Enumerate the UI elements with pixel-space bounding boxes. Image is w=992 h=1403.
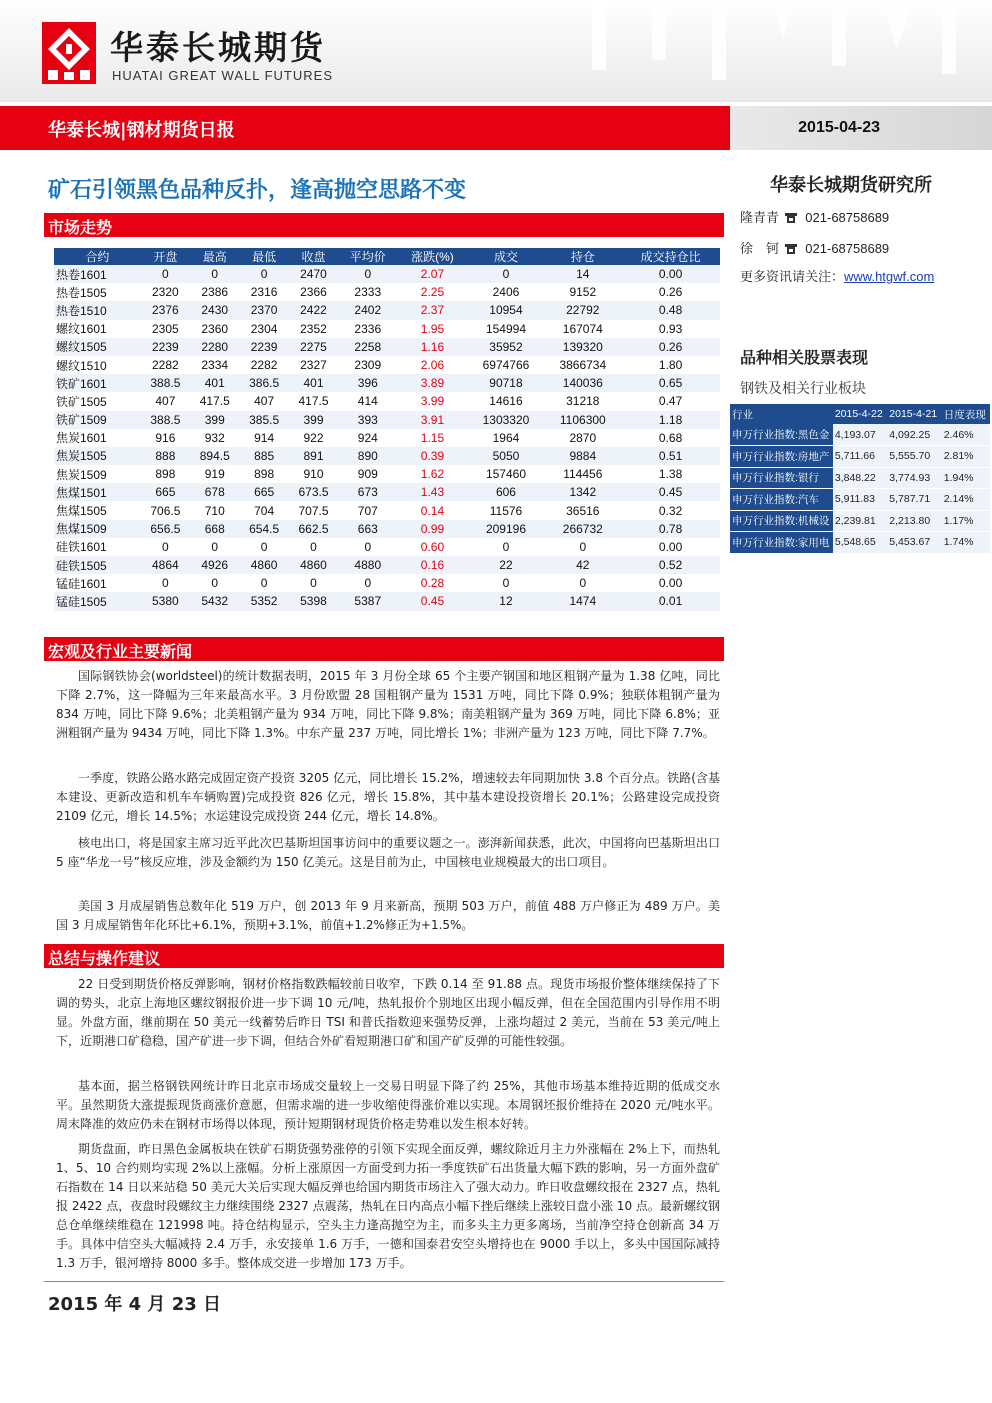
table-cell: 1.38 — [621, 465, 720, 483]
table-cell: 5,787.71 — [887, 489, 941, 511]
contact-name: 隆青青 — [740, 211, 780, 226]
table-cell: 673.5 — [289, 483, 338, 501]
stock-table-row — [730, 489, 990, 511]
column-header: 收盘 — [289, 248, 338, 265]
table-cell: 5398 — [289, 592, 338, 610]
table-cell: 焦炭1509 — [54, 465, 141, 483]
table-cell: 385.5 — [239, 411, 288, 429]
table-cell: 1964 — [468, 429, 545, 447]
market-table-row — [54, 374, 720, 392]
table-cell: 铁矿1601 — [54, 374, 141, 392]
table-cell: 1.15 — [397, 429, 467, 447]
market-table-row — [54, 592, 720, 610]
column-header: 持仓 — [544, 248, 621, 265]
table-cell: 4926 — [190, 556, 239, 574]
table-cell: 2.81% — [942, 446, 990, 468]
table-cell: 932 — [190, 429, 239, 447]
table-cell: 螺纹1601 — [54, 320, 141, 338]
table-cell: 0 — [190, 538, 239, 556]
table-cell: 0.99 — [397, 520, 467, 538]
table-cell: 12 — [468, 592, 545, 610]
market-table-row — [54, 320, 720, 338]
table-cell: 5380 — [141, 592, 190, 610]
table-cell: 硅铁1505 — [54, 556, 141, 574]
table-cell: 36516 — [544, 501, 621, 519]
table-cell: 2239 — [239, 338, 288, 356]
summary-paragraph: 期货盘面，昨日黑色金属板块在铁矿石期货强势涨停的引领下实现全面反弹，螺纹除近月主力外涨幅在 2%上下，而热轧 1、5、10 合约则均实现 2%以上涨幅。分析上涨原因一方面受到力拓一季度铁矿石出货量大幅下跌的影响，另一方面外盘矿石指数在 14 日以来站稳 50 美元大关后实现大幅反弹也给国内期货市场注入了强大动力。昨日收盘螺纹报在 2327 点，热轧报 2422 点，夜盘时段螺纹主力继续围绕 2327 点震荡，热轧在日内高点小幅下挫后继续上涨较日盘小涨 10 点。最新螺纹钢总仓单继续维稳在 121998 吨。持仓结构显示，空头主力逢高抛空为主，而多头主力更多离场，当前净空持仓创新高 34 万手。具体中信空头大幅减持 2.4 万手，永安接单 1.6 万手，一德和国泰君安空头增持也在 9000 手以上，多头中国国际减持 1.3 万手，银河增持 8000 多手。整体成交进一步增加 173 万手。 — [56, 1142, 720, 1270]
column-header: 开盘 — [141, 248, 190, 265]
table-cell: 388.5 — [141, 374, 190, 392]
contact-phone: 021-68758689 — [805, 210, 890, 225]
table-cell: 热卷1505 — [54, 283, 141, 301]
table-cell: 0.01 — [621, 592, 720, 610]
stock-section-title: 品种相关股票表现 — [740, 348, 869, 367]
table-cell: 0 — [141, 574, 190, 592]
table-cell: 2275 — [289, 338, 338, 356]
table-cell: 0.45 — [621, 483, 720, 501]
table-cell: 1.80 — [621, 356, 720, 374]
table-cell: 0.32 — [621, 501, 720, 519]
column-header: 2015-4-22 — [833, 404, 887, 424]
market-table-row — [54, 265, 720, 283]
column-header: 合约 — [54, 248, 141, 265]
table-cell: 申万行业指数:黑色金 — [730, 424, 833, 446]
table-cell: 662.5 — [289, 520, 338, 538]
market-table-row — [54, 465, 720, 483]
table-cell: 锰硅1505 — [54, 592, 141, 610]
stock-table — [730, 404, 990, 554]
market-table-row — [54, 501, 720, 519]
table-cell: 申万行业指数:房地产 — [730, 446, 833, 468]
table-cell: 铁矿1505 — [54, 392, 141, 410]
table-cell: 0 — [239, 574, 288, 592]
stock-table-row — [730, 424, 990, 446]
more-info-label: 更多资讯请关注： — [740, 270, 845, 285]
table-cell: 焦煤1501 — [54, 483, 141, 501]
table-cell: 5,453.67 — [887, 532, 941, 554]
market-table-row — [54, 429, 720, 447]
column-header: 最高 — [190, 248, 239, 265]
table-cell: 114456 — [544, 465, 621, 483]
table-cell: 10954 — [468, 301, 545, 319]
table-cell: 铁矿1509 — [54, 411, 141, 429]
table-cell: 22 — [468, 556, 545, 574]
table-cell: 3.91 — [397, 411, 467, 429]
market-table-row — [54, 411, 720, 429]
table-cell: 3,848.22 — [833, 467, 887, 489]
table-cell: 0.93 — [621, 320, 720, 338]
report-title-bar — [0, 106, 992, 150]
table-cell: 2406 — [468, 283, 545, 301]
stock-table-row — [730, 532, 990, 554]
table-cell: 0 — [239, 265, 288, 283]
table-cell: 0.26 — [621, 283, 720, 301]
table-cell: 2305 — [141, 320, 190, 338]
stock-table-row — [730, 446, 990, 468]
report-title: 华泰长城|钢材期货日报 — [48, 120, 235, 141]
table-cell: 2327 — [289, 356, 338, 374]
market-table-row — [54, 356, 720, 374]
table-cell: 5050 — [468, 447, 545, 465]
section-title: 宏观及行业主要新闻 — [48, 642, 193, 661]
market-table-row — [54, 283, 720, 301]
phone-icon — [785, 212, 797, 223]
table-cell: 914 — [239, 429, 288, 447]
stock-table-body — [730, 424, 990, 553]
table-cell: 663 — [338, 520, 397, 538]
table-cell: 3,774.93 — [887, 467, 941, 489]
table-cell: 1.17% — [942, 510, 990, 532]
table-cell: 11576 — [468, 501, 545, 519]
table-cell: 2.37 — [397, 301, 467, 319]
table-cell: 0.68 — [621, 429, 720, 447]
table-cell: 401 — [190, 374, 239, 392]
table-cell: 919 — [190, 465, 239, 483]
stock-table-header — [730, 404, 990, 424]
table-cell: 209196 — [468, 520, 545, 538]
section-market — [44, 213, 724, 237]
footer-date: 2015 年 4 月 23 日 — [48, 1294, 222, 1315]
table-cell: 0.47 — [621, 392, 720, 410]
table-cell: 0 — [190, 265, 239, 283]
table-cell: 894.5 — [190, 447, 239, 465]
table-cell: 焦煤1505 — [54, 501, 141, 519]
table-cell: 704 — [239, 501, 288, 519]
table-cell: 14616 — [468, 392, 545, 410]
table-cell: 1474 — [544, 592, 621, 610]
summary-paragraph: 22 日受到期货价格反弹影响，钢材价格指数跌幅较前日收窄，下跌 0.14 至 91.88 点。现货市场报价整体继续保持了下调的势头，北京上海地区螺纹钢报价进一步下调 10 元/吨，热轧报价个别地区出现小幅反弹，但在全国范围内引导作用不明显。外盘方面，继前期在 50 美元一线蓄势后昨日 TSI 和普氏指数迎来强势反弹，上涨均超过 2 美元，当前在 53 美元/吨上下，近期港口矿稳稳，国产矿进一步下调，但结合外矿看短期港口矿和国产矿反弹的可能性较强。 — [56, 977, 720, 1048]
table-cell: 0 — [289, 574, 338, 592]
table-cell: 35952 — [468, 338, 545, 356]
table-cell: 266732 — [544, 520, 621, 538]
table-cell: 2304 — [239, 320, 288, 338]
table-cell: 678 — [190, 483, 239, 501]
table-cell: 898 — [141, 465, 190, 483]
table-cell: 2320 — [141, 283, 190, 301]
table-cell: 396 — [338, 374, 397, 392]
table-cell: 22792 — [544, 301, 621, 319]
table-cell: 42 — [544, 556, 621, 574]
table-cell: 2.46% — [942, 424, 990, 446]
table-cell: 407 — [141, 392, 190, 410]
summary-paragraph: 基本面，据兰格钢铁网统计昨日北京市场成交量较上一交易日明显下降了约 25%，其他市场基本维持近期的低成交水平。虽然期货大涨提振现货商涨价意愿，但需求端的进一步收缩使得涨价难以实现。本周钢坯报价维持在 2020 元/吨水平。周末降准的效应仍未在钢材市场得以体现，预计短期钢材现货价格走势难以发生根本好转。 — [56, 1079, 720, 1131]
table-cell: 910 — [289, 465, 338, 483]
table-cell: 890 — [338, 447, 397, 465]
table-cell: 1342 — [544, 483, 621, 501]
table-cell: 4880 — [338, 556, 397, 574]
market-table-row — [54, 338, 720, 356]
contact-2 — [740, 238, 889, 257]
table-cell: 924 — [338, 429, 397, 447]
table-cell: 916 — [141, 429, 190, 447]
column-header: 2015-4-21 — [887, 404, 941, 424]
section-title: 市场走势 — [48, 218, 113, 237]
brand-name-en: HUATAI GREAT WALL FUTURES — [112, 68, 333, 83]
table-cell: 热卷1601 — [54, 265, 141, 283]
table-cell: 2,213.80 — [887, 510, 941, 532]
table-cell: 1303320 — [468, 411, 545, 429]
table-cell: 2360 — [190, 320, 239, 338]
header-decoration — [532, 0, 992, 102]
table-cell: 399 — [190, 411, 239, 429]
table-cell: 焦煤1509 — [54, 520, 141, 538]
table-cell: 399 — [289, 411, 338, 429]
table-cell: 2282 — [239, 356, 288, 374]
table-cell: 707 — [338, 501, 397, 519]
table-cell: 4,193.07 — [833, 424, 887, 446]
table-cell: 0 — [190, 574, 239, 592]
table-cell: 2470 — [289, 265, 338, 283]
table-cell: 5352 — [239, 592, 288, 610]
column-header: 成交 — [468, 248, 545, 265]
table-cell: 4,092.25 — [887, 424, 941, 446]
table-cell: 5,548.65 — [833, 532, 887, 554]
market-table-row — [54, 556, 720, 574]
contact-name: 徐 钶 — [740, 242, 780, 257]
table-cell: 1.16 — [397, 338, 467, 356]
table-cell: 0.52 — [621, 556, 720, 574]
table-cell: 0.45 — [397, 592, 467, 610]
table-cell: 668 — [190, 520, 239, 538]
table-cell: 2386 — [190, 283, 239, 301]
news-paragraph: 国际钢铁协会(worldsteel)的统计数据表明，2015 年 3 月份全球 65 个主要产钢国和地区粗钢产量为 1.38 亿吨，同比下降 2.7%，这一降幅为三年来最高水平。3 月份欧盟 28 国粗钢产量为 1531 万吨，同比下降 0.9%；独联体粗钢产量为 834 万吨，同比下降 9.6%；北美粗钢产量为 934 万吨，同比下降 9.8%；南美粗钢产量为 369 万吨，同比下降 6.8%；亚洲粗钢产量为 9434 万吨，同比下降 1.3%。中东产量 237 万吨，同比增长 1%；非洲产量为 123 万吨，同比下降 7.7%。 — [56, 669, 720, 740]
page-header — [0, 0, 992, 102]
table-cell: 0 — [468, 574, 545, 592]
table-cell: 0 — [289, 538, 338, 556]
table-cell: 0 — [141, 538, 190, 556]
table-cell: 2870 — [544, 429, 621, 447]
phone-icon — [785, 243, 797, 254]
institute-name: 华泰长城期货研究所 — [770, 175, 932, 196]
table-cell: 9884 — [544, 447, 621, 465]
section-summary — [44, 944, 724, 968]
table-cell: 898 — [239, 465, 288, 483]
table-cell: 0.14 — [397, 501, 467, 519]
table-cell: 656.5 — [141, 520, 190, 538]
table-cell: 31218 — [544, 392, 621, 410]
table-cell: 157460 — [468, 465, 545, 483]
table-cell: 焦炭1505 — [54, 447, 141, 465]
column-header: 平均价 — [338, 248, 397, 265]
table-cell: 2336 — [338, 320, 397, 338]
table-cell: 139320 — [544, 338, 621, 356]
table-cell: 1.74% — [942, 532, 990, 554]
table-cell: 654.5 — [239, 520, 288, 538]
table-cell: 0 — [338, 265, 397, 283]
table-cell: 申万行业指数:汽车 — [730, 489, 833, 511]
market-table-row — [54, 520, 720, 538]
table-cell: 2422 — [289, 301, 338, 319]
table-cell: 888 — [141, 447, 190, 465]
table-cell: 673 — [338, 483, 397, 501]
table-cell: 0.00 — [621, 265, 720, 283]
table-cell: 707.5 — [289, 501, 338, 519]
report-date: 2015-04-23 — [798, 119, 880, 136]
section-news — [44, 637, 724, 661]
table-cell: 2,239.81 — [833, 510, 887, 532]
table-cell: 锰硅1601 — [54, 574, 141, 592]
table-cell: 2280 — [190, 338, 239, 356]
column-header: 最低 — [239, 248, 288, 265]
table-cell: 热卷1510 — [54, 301, 141, 319]
table-cell: 硅铁1601 — [54, 538, 141, 556]
table-cell: 0.65 — [621, 374, 720, 392]
table-cell: 0 — [338, 538, 397, 556]
stock-table-row — [730, 510, 990, 532]
table-cell: 0.51 — [621, 447, 720, 465]
table-cell: 0.39 — [397, 447, 467, 465]
table-cell: 申万行业指数:家用电 — [730, 532, 833, 554]
huatai-logo-icon — [42, 22, 96, 84]
table-cell: 5,555.70 — [887, 446, 941, 468]
footer-divider — [44, 1281, 724, 1282]
table-cell: 螺纹1505 — [54, 338, 141, 356]
news-paragraph: 美国 3 月成屋销售总数年化 519 万户，创 2013 年 9 月来新高，预期 503 万户，前值 488 万户修正为 489 万户。美国 3 月成屋销售年化环比+6.1%，预期+3.1%，前值+1.2%修正为+1.5%。 — [56, 899, 720, 932]
table-cell: 909 — [338, 465, 397, 483]
table-cell: 140036 — [544, 374, 621, 392]
table-cell: 1.94% — [942, 467, 990, 489]
table-cell: 0 — [544, 574, 621, 592]
contact-phone: 021-68758689 — [805, 241, 890, 256]
market-table-row — [54, 483, 720, 501]
table-cell: 14 — [544, 265, 621, 283]
table-cell: 2.25 — [397, 283, 467, 301]
table-cell: 154994 — [468, 320, 545, 338]
table-cell: 885 — [239, 447, 288, 465]
table-cell: 申万行业指数:机械设 — [730, 510, 833, 532]
table-cell: 417.5 — [190, 392, 239, 410]
table-cell: 0.00 — [621, 538, 720, 556]
table-cell: 4860 — [239, 556, 288, 574]
market-table-header — [54, 248, 720, 265]
table-cell: 665 — [141, 483, 190, 501]
table-cell: 0.26 — [621, 338, 720, 356]
table-cell: 1.95 — [397, 320, 467, 338]
table-cell: 393 — [338, 411, 397, 429]
table-cell: 2316 — [239, 283, 288, 301]
table-cell: 922 — [289, 429, 338, 447]
table-cell: 2239 — [141, 338, 190, 356]
headline: 矿石引领黑色品种反扑，逢高抛空思路不变 — [48, 178, 467, 203]
table-cell: 2352 — [289, 320, 338, 338]
table-cell: 螺纹1510 — [54, 356, 141, 374]
table-cell: 407 — [239, 392, 288, 410]
section-title: 总结与操作建议 — [48, 949, 161, 968]
table-cell: 0 — [544, 538, 621, 556]
table-cell: 386.5 — [239, 374, 288, 392]
table-cell: 417.5 — [289, 392, 338, 410]
table-cell: 6974766 — [468, 356, 545, 374]
table-cell: 5,711.66 — [833, 446, 887, 468]
market-table-row — [54, 447, 720, 465]
market-table-row — [54, 392, 720, 410]
table-cell: 2258 — [338, 338, 397, 356]
table-cell: 5,911.83 — [833, 489, 887, 511]
table-cell: 606 — [468, 483, 545, 501]
news-paragraph: 核电出口，将是国家主席习近平此次巴基斯坦国事访问中的重要议题之一。澎湃新闻获悉，此次，中国将向巴基斯坦出口 5 座“华龙一号”核反应堆，涉及金额约为 150 亿美元。这是目前为止，中国核电业规模最大的出口项目。 — [56, 836, 720, 869]
website-link[interactable]: www.htgwf.com — [844, 269, 935, 284]
market-table-body — [54, 265, 720, 611]
column-header: 涨跌(%) — [397, 248, 467, 265]
column-header: 成交持仓比 — [621, 248, 720, 265]
table-cell: 2370 — [239, 301, 288, 319]
table-cell: 申万行业指数:银行 — [730, 467, 833, 489]
contact-1 — [740, 207, 889, 226]
market-table-row — [54, 538, 720, 556]
brand-name-cn: 华泰长城期货 — [110, 28, 326, 67]
table-cell: 0 — [239, 538, 288, 556]
table-cell: 0 — [141, 265, 190, 283]
table-cell: 2.06 — [397, 356, 467, 374]
stock-table-row — [730, 467, 990, 489]
table-cell: 3866734 — [544, 356, 621, 374]
table-cell: 2282 — [141, 356, 190, 374]
market-table-row — [54, 301, 720, 319]
table-cell: 710 — [190, 501, 239, 519]
table-cell: 388.5 — [141, 411, 190, 429]
table-cell: 0.48 — [621, 301, 720, 319]
table-cell: 1.18 — [621, 411, 720, 429]
table-cell: 5387 — [338, 592, 397, 610]
table-cell: 0.28 — [397, 574, 467, 592]
table-cell: 0.60 — [397, 538, 467, 556]
table-cell: 2366 — [289, 283, 338, 301]
table-cell: 706.5 — [141, 501, 190, 519]
table-cell: 1.43 — [397, 483, 467, 501]
table-cell: 0.78 — [621, 520, 720, 538]
table-cell: 891 — [289, 447, 338, 465]
table-cell: 2309 — [338, 356, 397, 374]
table-cell: 1106300 — [544, 411, 621, 429]
table-cell: 401 — [289, 374, 338, 392]
table-cell: 0 — [338, 574, 397, 592]
table-cell: 2333 — [338, 283, 397, 301]
table-cell: 2.07 — [397, 265, 467, 283]
news-paragraph: 一季度，铁路公路水路完成固定资产投资 3205 亿元，同比增长 15.2%，增速较去年同期加快 3.8 个百分点。铁路(含基本建设、更新改造和机车车辆购置)完成投资 826 亿元，增长 15.8%，其中基本建设投资增长 20.1%；公路建设完成投资 2109 亿元，增长 14.5%；水运建设完成投资 244 亿元，增长 14.8%。 — [56, 771, 720, 823]
column-header: 日度表现 — [942, 404, 990, 424]
table-cell: 0.16 — [397, 556, 467, 574]
table-cell: 2376 — [141, 301, 190, 319]
table-cell: 414 — [338, 392, 397, 410]
table-cell: 2430 — [190, 301, 239, 319]
table-cell: 4864 — [141, 556, 190, 574]
table-cell: 167074 — [544, 320, 621, 338]
table-cell: 0 — [468, 538, 545, 556]
table-cell: 1.62 — [397, 465, 467, 483]
more-info — [740, 266, 934, 285]
table-cell: 2402 — [338, 301, 397, 319]
table-cell: 2334 — [190, 356, 239, 374]
table-cell: 0.00 — [621, 574, 720, 592]
table-cell: 9152 — [544, 283, 621, 301]
market-table-row — [54, 574, 720, 592]
stock-section-subtitle: 钢铁及相关行业板块 — [740, 381, 866, 397]
market-table — [54, 248, 720, 611]
table-cell: 5432 — [190, 592, 239, 610]
table-cell: 3.89 — [397, 374, 467, 392]
column-header: 行业 — [730, 404, 833, 424]
table-cell: 665 — [239, 483, 288, 501]
table-cell: 4860 — [289, 556, 338, 574]
table-cell: 0 — [468, 265, 545, 283]
table-cell: 3.99 — [397, 392, 467, 410]
table-cell: 90718 — [468, 374, 545, 392]
table-cell: 焦炭1601 — [54, 429, 141, 447]
table-cell: 2.14% — [942, 489, 990, 511]
